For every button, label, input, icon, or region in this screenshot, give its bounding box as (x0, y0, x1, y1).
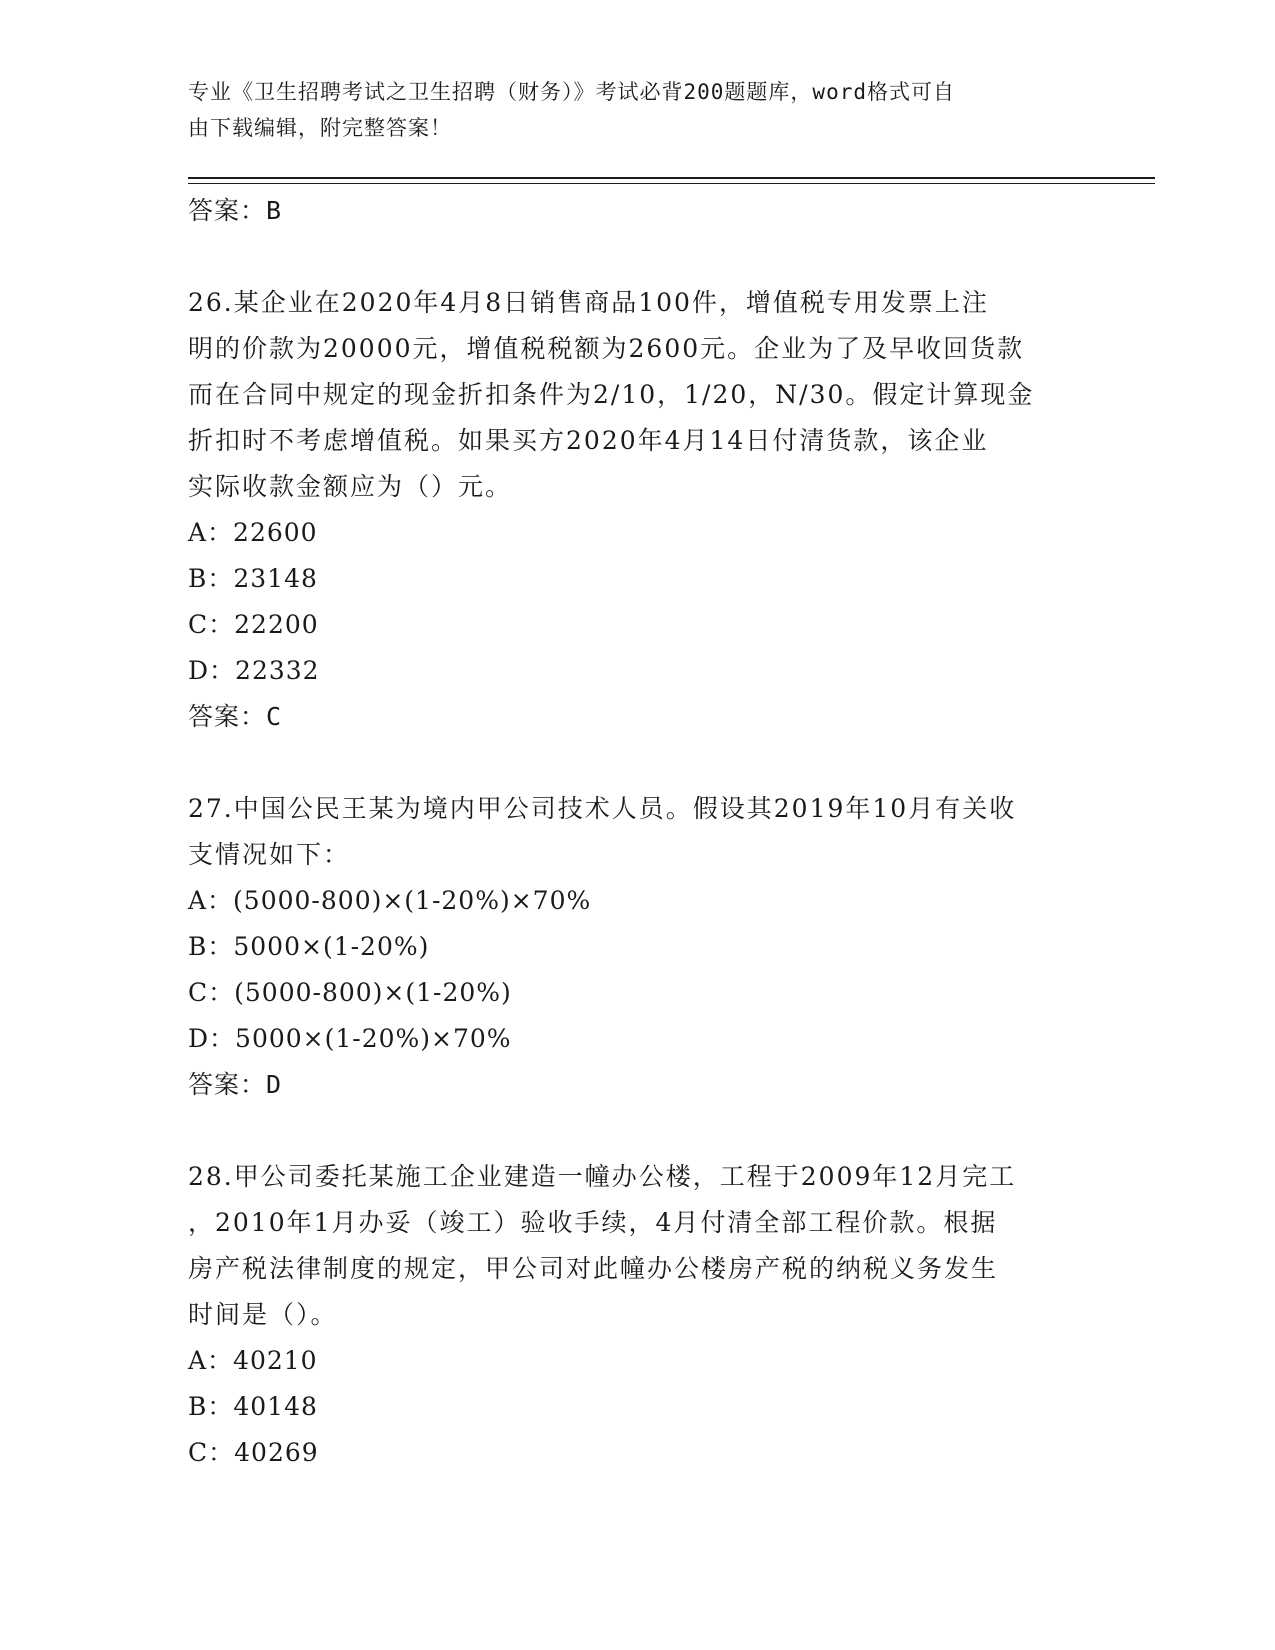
option-a: A：40210 (188, 1346, 318, 1375)
option-d: D：5000×(1-20%)×70% (188, 1024, 512, 1053)
spacer (188, 234, 1068, 280)
question-line: 明的价款为20000元，增值税税额为2600元。企业为了及早收回货款 (188, 334, 1025, 363)
question-28 (188, 1154, 1068, 1476)
question-line: 支情况如下： (188, 840, 351, 869)
question-line: 时间是（）。 (188, 1300, 338, 1329)
question-line: 26.某企业在2020年4月8日销售商品100件，增值税专用发票上注 (188, 288, 989, 317)
spacer (188, 740, 1068, 786)
option-c: C：40269 (188, 1438, 319, 1467)
question-line: ，2010年1月办妥（竣工）验收手续，4月付清全部工程价款。根据 (188, 1208, 998, 1237)
question-line: 而在合同中规定的现金折扣条件为2/10，1/20，N/30。假定计算现金 (188, 380, 1035, 409)
option-b: B：23148 (188, 564, 318, 593)
question-line: 房产税法律制度的规定，甲公司对此幢办公楼房产税的纳税义务发生 (188, 1254, 999, 1283)
option-a: A：22600 (188, 518, 318, 547)
header-divider-thin (188, 183, 1155, 184)
option-b: B：40148 (188, 1392, 318, 1421)
option-c: C：(5000-800)×(1-20%) (188, 978, 512, 1007)
question-line: 实际收款金额应为（）元。 (188, 472, 513, 501)
document-body (188, 188, 1068, 1476)
answer: 答案：C (188, 702, 283, 731)
option-a: A：(5000-800)×(1-20%)×70% (188, 886, 592, 915)
option-d: D：22332 (188, 656, 320, 685)
header-divider-thick (188, 177, 1155, 179)
answer: 答案：D (188, 1070, 283, 1099)
spacer (188, 1108, 1068, 1154)
header-line-2: 由下载编辑，附完整答案！ (188, 116, 452, 140)
option-c: C：22200 (188, 610, 319, 639)
option-b: B：5000×(1-20%) (188, 932, 430, 961)
question-line: 28.甲公司委托某施工企业建造一幢办公楼，工程于2009年12月完工 (188, 1162, 1017, 1191)
question-27 (188, 786, 1068, 1108)
document-header (188, 74, 1068, 146)
header-line-1: 专业《卫生招聘考试之卫生招聘（财务）》考试必背200题题库，word格式可自 (188, 80, 955, 104)
question-line: 27.中国公民王某为境内甲公司技术人员。假设其2019年10月有关收 (188, 794, 1017, 823)
previous-answer: 答案：B (188, 196, 283, 225)
question-26 (188, 280, 1068, 740)
question-line: 折扣时不考虑增值税。如果买方2020年4月14日付清货款，该企业 (188, 426, 989, 455)
